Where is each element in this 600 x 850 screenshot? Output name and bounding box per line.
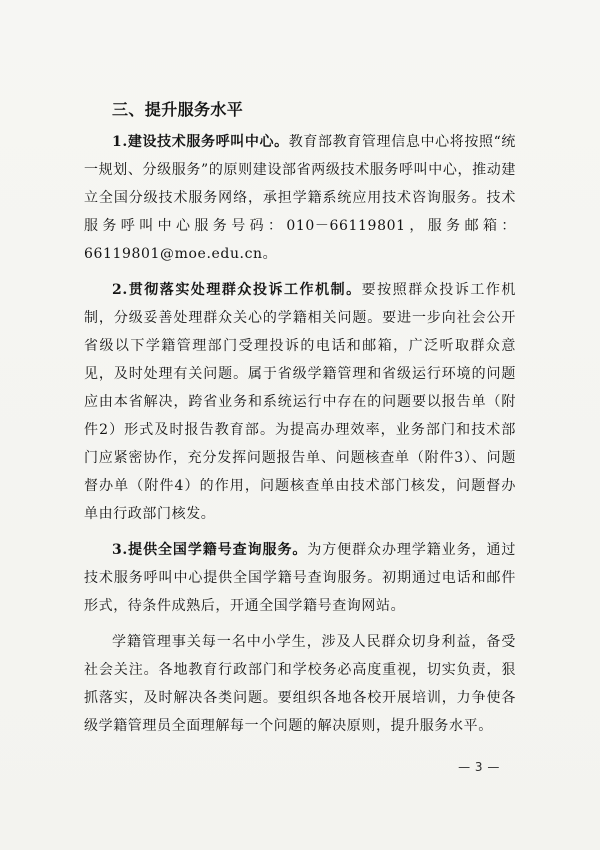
paragraph-2-body: 要按照群众投诉工作机制，分级妥善处理群众关心的学籍相关问题。要进一步向社会公开省级以下学籍管理部门受理投诉的电话和邮箱，广泛听取群众意见，及时处理有关问题。属于省级学籍管理和省级运行环境的问题应由本省解决，跨省业务和系统运行中存在的问题要以报告单（附件2）形式及时报告教育部。为提高办理效率，业务部门和技术部门应紧密协作，充分发挥问题报告单、问题核查单（附件3）、问题督办单（附件4）的作用，问题核查单由技术部门核发，问题督办单由行政部门核发。 [84,282,516,522]
paragraph-1 [84,128,516,268]
paragraph-3-lead: 3.提供全国学籍号查询服务。 [112,542,308,558]
paragraph-1-lead: 1.建设技术服务呼叫中心。 [112,134,289,150]
paragraph-2-lead: 2.贯彻落实处理群众投诉工作机制。 [112,282,362,298]
document-content [84,100,516,740]
paragraph-4 [84,628,516,740]
paragraph-3 [84,536,516,620]
paragraph-2 [84,276,516,528]
page-number: — 3 — [458,760,500,774]
section-heading: 三、提升服务水平 [112,100,244,119]
paragraph-1-body: 教育部教育管理信息中心将按照“统一规划、分级服务”的原则建设部省两级技术服务呼叫中心，推动建立全国分级技术服务网络，承担学籍系统应用技术咨询服务。技术服务呼叫中心服务号码：010－66119801，服务邮箱：66119801@moe.edu.cn。 [84,134,516,262]
paragraph-3-body: 为方便群众办理学籍业务，通过技术服务呼叫中心提供全国学籍号查询服务。初期通过电话和邮件形式，待条件成熟后，开通全国学籍号查询网站。 [84,542,517,614]
paragraph-4-body: 学籍管理事关每一名中小学生，涉及人民群众切身利益，备受社会关注。各地教育行政部门和学校务必高度重视，切实负责，狠抓落实，及时解决各类问题。要组织各地各校开展培训，力争使各级学籍管理员全面理解每一个问题的解决原则，提升服务水平。 [84,634,516,734]
